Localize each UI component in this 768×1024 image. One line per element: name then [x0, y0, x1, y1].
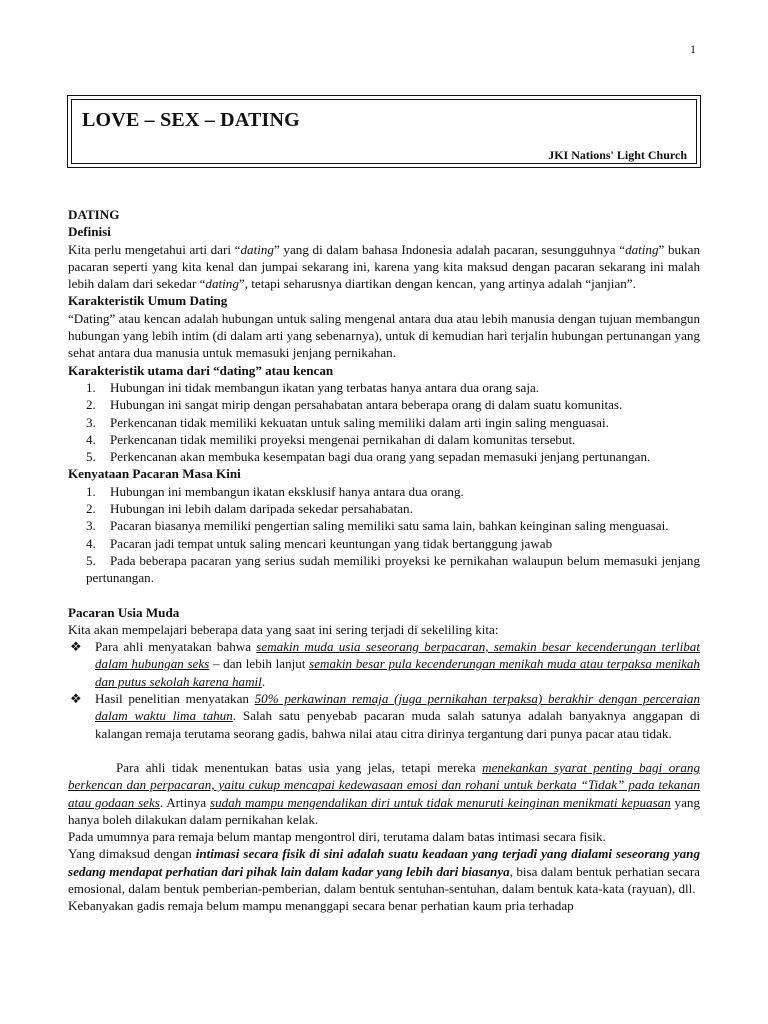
bullet-item: ❖ Para ahli menyatakan bahwa semakin muda usia seseorang berpacaran, semakin besar kecenderungan terlibat dalam hubungan seks – dan lebih lanjut semakin besar pula kecenderungan menikah muda atau terpaksa menikah dan putus sekolah karena hamil.	[70, 639, 700, 689]
list-item: 3. Perkencanan tidak memiliki kekuatan untuk saling memiliki dalam arti ingin saling menguasai.	[86, 414, 609, 430]
list-karakteristik-utama	[68, 379, 700, 465]
paragraph-karakteristik-umum: “Dating” atau kencan adalah hubungan untuk saling mengenal antara dua atau lebih manusia dengan tujuan membangun hubungan yang lebih intim (di dalam arti yang sebenarnya), untuk di kemudian hari terjalin hubungan pertunangan yang sehat antara dua manusia untuk memasuki jenjang pernikahan.	[68, 310, 700, 361]
list-item: 4. Pacaran jadi tempat untuk saling mencari keuntungan yang tidak bertanggung jawab	[86, 535, 553, 551]
list-item: 2. Hubungan ini sangat mirip dengan persahabatan antara beberapa orang di dalam suatu komunitas.	[86, 397, 623, 413]
paragraph-yang-dimaksud: Yang dimaksud dengan intimasi secara fisik di sini adalah suatu keadaan yang terjadi yang dialami seseorang yang sedang mendapat perhatian dari pihak lain dalam kadar yang lebih dari biasanya, bisa dalam bentuk perhatian secara emosional, dalam bentuk pemberian-pemberian, dalam bentuk sentuhan-sentuhan, dalam bentuk kata-kata (rayuan), dll.	[68, 846, 700, 896]
list-item: 5. Perkencanan akan membuka kesempatan bagi dua orang yang sepadan memasuki jenjang pertunangan.	[86, 449, 651, 465]
list-item: 1. Hubungan ini membangun ikatan eksklusif hanya antara dua orang.	[86, 483, 464, 499]
spacer	[68, 742, 700, 759]
list-kenyataan	[68, 483, 700, 587]
spacer	[68, 587, 700, 604]
subheading-pacaran-usia-muda: Pacaran Usia Muda	[68, 604, 180, 620]
list-item: 2. Hubungan ini lebih dalam daripada sekedar persahabatan.	[86, 501, 413, 517]
diamond-bullet-icon: ❖	[70, 691, 82, 707]
paragraph-kebanyakan: Kebanyakan gadis remaja belum mampu menanggapi secara benar perhatian kaum pria terhadap	[68, 898, 574, 914]
section-heading-dating: DATING	[68, 207, 120, 222]
church-name: JKI Nations' Light Church	[548, 148, 687, 162]
paragraph-intro: Kita akan mempelajari beberapa data yang saat ini sering terjadi di sekeliling kita:	[68, 621, 499, 637]
subheading-karakteristik-utama: Karakteristik utama dari “dating” atau kencan	[68, 362, 334, 378]
subheading-definisi: Definisi	[68, 224, 111, 240]
document-title: LOVE – SEX – DATING	[82, 109, 300, 131]
paragraph-para-ahli: Para ahli tidak menentukan batas usia yang jelas, tetapi mereka menekankan syarat penting bagi orang berkencan dan perpacaran, yaitu cukup mencapai kedewasaan emosi dan rohani untuk berkata “Tidak” pada tekanan atau godaan seks. Artinya sudah mampu mengendalikan diri untuk tidak menuruti keinginan menikmati kepuasan yang hanya boleh dilakukan dalam pernikahan kelak.	[68, 759, 700, 827]
diamond-bullet-icon: ❖	[70, 639, 82, 655]
bullet-item: ❖ Hasil penelitian menyatakan 50% perkawinan remaja (juga pernikahan terpaksa) berakhir dengan perceraian dalam waktu lima tahun. Salah satu penyebab pacaran muda salah satunya adalah banyaknya anggapan di kalangan remaja terutama seorang gadis, bahwa nilai atau citra dirinya tergantung dari punya pacar atau tidak.	[70, 691, 701, 741]
subheading-karakteristik-umum: Karakteristik Umum Dating	[68, 293, 228, 309]
list-item: 3. Pacaran biasanya memiliki pengertian saling memiliki satu sama lain, bahkan keinginan saling menguasai.	[86, 518, 669, 534]
list-item: 1. Hubungan ini tidak membangun ikatan yang terbatas hanya antara dua orang saja.	[86, 379, 540, 395]
document-body	[68, 206, 700, 915]
title-box	[67, 95, 701, 168]
title-box-inner-border	[71, 99, 697, 164]
paragraph-definisi: Kita perlu mengetahui arti dari “dating” yang di dalam bahasa Indonesia adalah pacaran, sesungguhnya “dating” bukan pacaran seperti yang kita kenal dan jumpai sekarang ini, karena yang kita maksud dengan pacaran sekarang ini malah lebih dalam dari sekedar “dating”, tetapi seharusnya diartikan dengan kencan, yang artinya adalah “janjian”.	[68, 241, 701, 292]
bullet-list	[68, 638, 700, 742]
list-item: 4. Perkencanan tidak memiliki proyeksi mengenai pernikahan di dalam komunitas tersebut.	[86, 431, 576, 447]
paragraph-pada-umumnya: Pada umumnya para remaja belum mantap mengontrol diri, terutama dalam batas intimasi secara fisik.	[68, 829, 606, 845]
list-item: 5. Pada beberapa pacaran yang serius sudah memiliki proyeksi ke pernikahan walaupun belum memasuki jenjang pertunangan.	[86, 552, 700, 586]
subheading-kenyataan: Kenyataan Pacaran Masa Kini	[68, 466, 241, 482]
page-number: 1	[690, 42, 696, 56]
